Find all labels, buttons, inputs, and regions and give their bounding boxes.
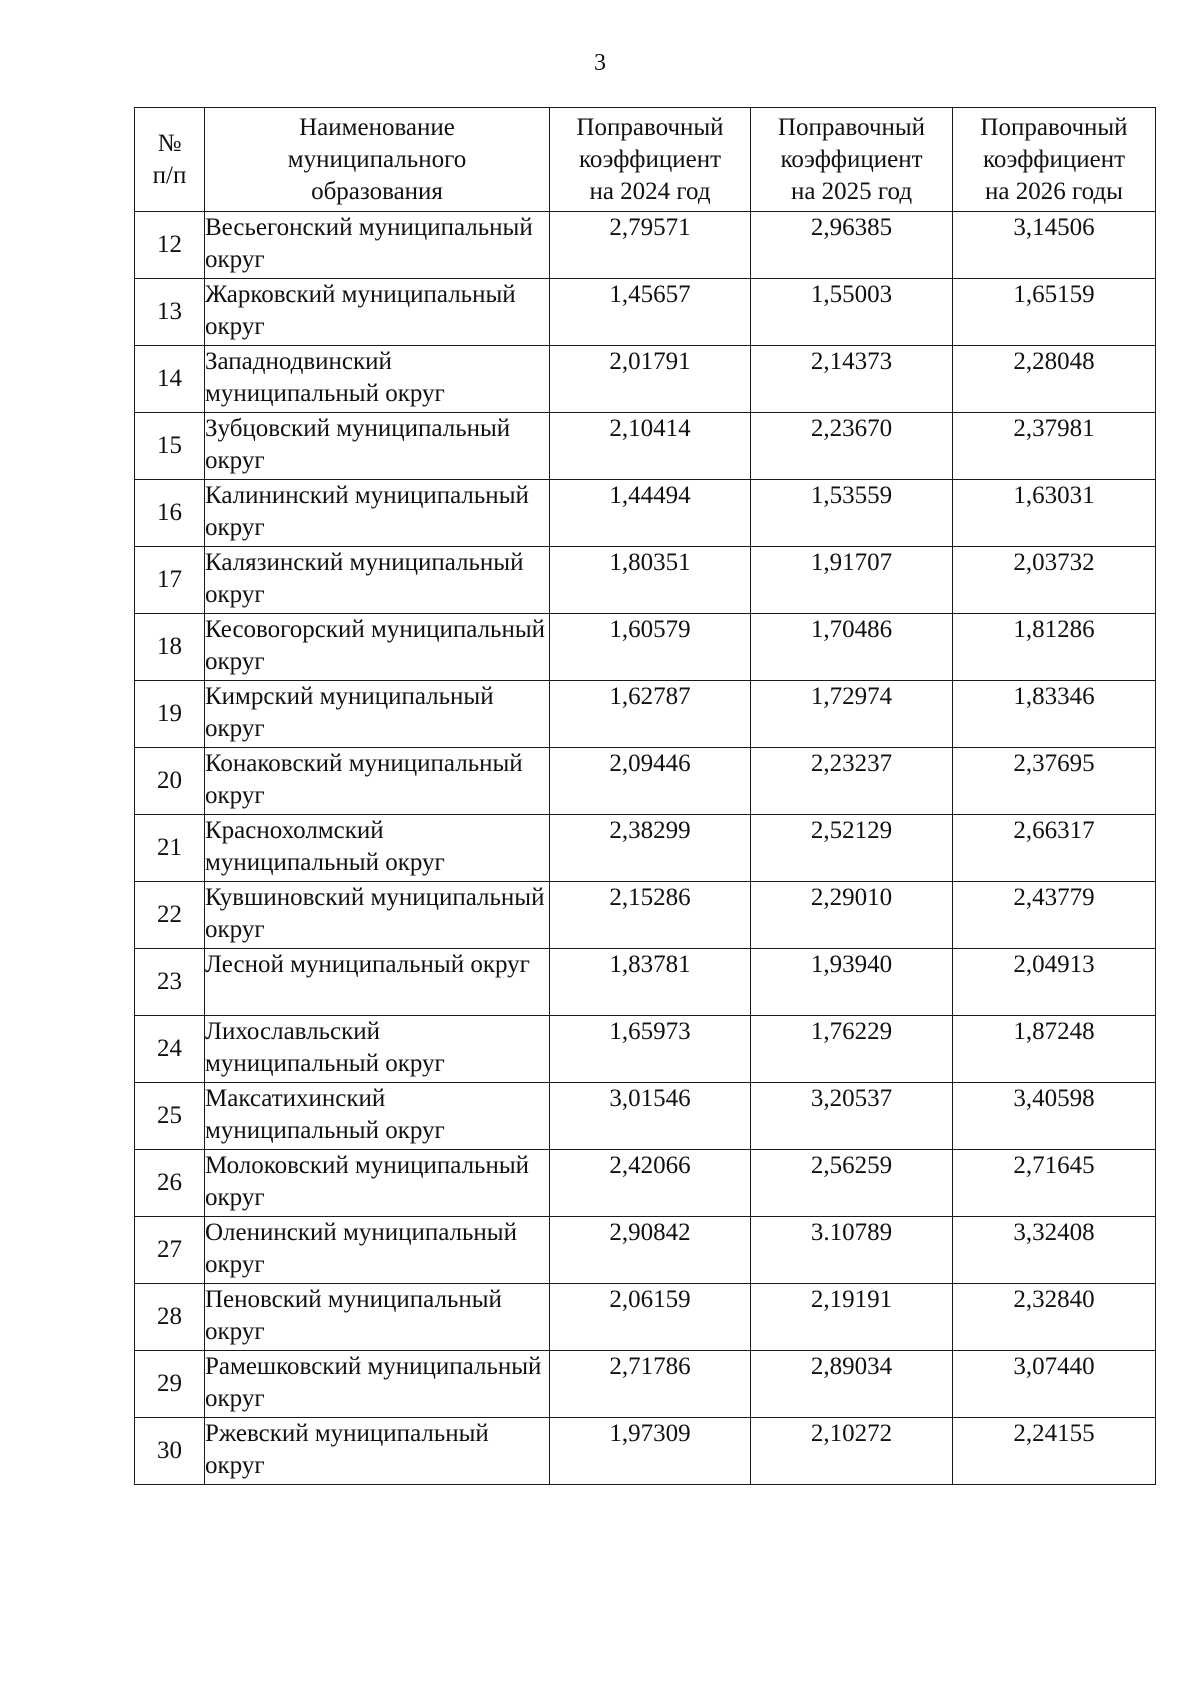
header-row [135,108,1156,212]
coefficient-2026-cell: 2,66317 [953,815,1156,882]
municipality-name-cell: Молоковский муниципальный округ [205,1150,550,1217]
header-name [205,108,550,212]
coefficient-2024-cell: 1,83781 [550,949,751,1016]
coefficient-2025-cell: 2,96385 [751,212,953,279]
table-row [135,1217,1156,1284]
coefficient-2024-cell: 2,71786 [550,1351,751,1418]
header-2026-line: коэффициент [982,145,1126,173]
coefficient-2026-cell: 2,24155 [953,1418,1156,1485]
coefficient-2026-cell: 1,81286 [953,614,1156,681]
table-row [135,279,1156,346]
coefficient-2025-cell: 1,91707 [751,547,953,614]
coefficient-2026-cell: 2,43779 [953,882,1156,949]
table-row [135,1016,1156,1083]
header-name-line: Наименование [299,113,455,141]
header-2025 [751,108,953,212]
coefficient-2025-cell: 3.10789 [751,1217,953,1284]
header-2025-line: на 2025 год [790,177,913,205]
coefficient-2024-cell: 2,06159 [550,1284,751,1351]
coefficient-2024-cell: 2,38299 [550,815,751,882]
coefficient-2024-cell: 1,65973 [550,1016,751,1083]
coefficient-2026-cell: 1,87248 [953,1016,1156,1083]
coefficient-2024-cell: 1,80351 [550,547,751,614]
row-number-cell: 28 [135,1284,205,1351]
page-number: 3 [594,50,606,76]
coefficient-2026-cell: 3,07440 [953,1351,1156,1418]
coefficient-2026-cell: 1,83346 [953,681,1156,748]
coefficient-2026-cell: 2,28048 [953,346,1156,413]
municipality-name-cell: Краснохолмский муниципальный округ [205,815,550,882]
row-number-cell: 12 [135,212,205,279]
coefficient-2026-cell: 2,04913 [953,949,1156,1016]
row-number-cell: 24 [135,1016,205,1083]
header-num [135,108,205,212]
table-row [135,1284,1156,1351]
coefficient-2025-cell: 1,53559 [751,480,953,547]
row-number-cell: 30 [135,1418,205,1485]
municipality-name-cell: Максатихинский муниципальный округ [205,1083,550,1150]
table-row [135,614,1156,681]
row-number-cell: 23 [135,949,205,1016]
municipality-name-cell: Ржевский муниципальный округ [205,1418,550,1485]
coefficient-2024-cell: 1,62787 [550,681,751,748]
table-row [135,413,1156,480]
header-2024-line: коэффициент [578,145,722,173]
row-number-cell: 15 [135,413,205,480]
municipality-name-cell: Весьегонский муниципальный округ [205,212,550,279]
header-2024-line: Поправочный [576,113,724,141]
coefficient-2026-cell: 1,65159 [953,279,1156,346]
table-row [135,480,1156,547]
coefficient-2026-cell: 2,03732 [953,547,1156,614]
table-row [135,949,1156,1016]
row-number-cell: 29 [135,1351,205,1418]
header-2024-line: на 2024 год [589,177,711,205]
municipality-name-cell: Рамешковский муниципальный округ [205,1351,550,1418]
coefficient-2024-cell: 1,60579 [550,614,751,681]
coefficient-2024-cell: 2,15286 [550,882,751,949]
row-number-cell: 27 [135,1217,205,1284]
coefficient-2026-cell: 2,32840 [953,1284,1156,1351]
coefficients-table [134,107,1156,1485]
coefficient-2026-cell: 2,37695 [953,748,1156,815]
coefficient-2026-cell: 2,71645 [953,1150,1156,1217]
header-2026-line: Поправочный [980,113,1128,141]
municipality-name-cell: Жарковский муниципальный округ [205,279,550,346]
table-row [135,346,1156,413]
coefficient-2024-cell: 2,09446 [550,748,751,815]
coefficient-2026-cell: 3,14506 [953,212,1156,279]
table-row [135,1150,1156,1217]
coefficient-2025-cell: 1,93940 [751,949,953,1016]
header-2025-line: коэффициент [780,145,923,173]
coefficient-2025-cell: 2,89034 [751,1351,953,1418]
coefficient-2024-cell: 2,10414 [550,413,751,480]
coefficient-2025-cell: 2,14373 [751,346,953,413]
coefficient-2024-cell: 2,79571 [550,212,751,279]
coefficient-2025-cell: 3,20537 [751,1083,953,1150]
row-number-cell: 14 [135,346,205,413]
header-num-line: п/п [152,161,187,189]
coefficient-2024-cell: 1,44494 [550,480,751,547]
table-body [135,212,1156,1485]
municipality-name-cell: Кесовогорский муниципальный округ [205,614,550,681]
municipality-name-cell: Калининский муниципальный округ [205,480,550,547]
coefficient-2025-cell: 1,76229 [751,1016,953,1083]
row-number-cell: 22 [135,882,205,949]
coefficient-2025-cell: 1,70486 [751,614,953,681]
table-row [135,1083,1156,1150]
municipality-name-cell: Лихославльский муниципальный округ [205,1016,550,1083]
table-row [135,547,1156,614]
municipality-name-cell: Пеновский муниципальный округ [205,1284,550,1351]
municipality-name-cell: Калязинский муниципальный округ [205,547,550,614]
coefficient-2025-cell: 2,23670 [751,413,953,480]
row-number-cell: 21 [135,815,205,882]
municipality-name-cell: Зубцовский муниципальный округ [205,413,550,480]
coefficient-2025-cell: 2,19191 [751,1284,953,1351]
coefficient-2024-cell: 1,97309 [550,1418,751,1485]
row-number-cell: 26 [135,1150,205,1217]
coefficient-2025-cell: 2,29010 [751,882,953,949]
table-row [135,748,1156,815]
row-number-cell: 13 [135,279,205,346]
row-number-cell: 16 [135,480,205,547]
coefficient-2025-cell: 2,10272 [751,1418,953,1485]
header-2026 [953,108,1156,212]
table-row [135,1418,1156,1485]
row-number-cell: 20 [135,748,205,815]
row-number-cell: 25 [135,1083,205,1150]
municipality-name-cell: Западнодвинский муниципальный округ [205,346,550,413]
coefficient-2026-cell: 2,37981 [953,413,1156,480]
header-2026-line: на 2026 годы [985,177,1123,205]
header-2024 [550,108,751,212]
coefficient-2025-cell: 1,55003 [751,279,953,346]
coefficient-2026-cell: 1,63031 [953,480,1156,547]
table-row [135,212,1156,279]
header-2025-line: Поправочный [777,113,926,141]
coefficient-2024-cell: 2,42066 [550,1150,751,1217]
coefficient-2026-cell: 3,32408 [953,1217,1156,1284]
municipality-name-cell: Лесной муниципальный округ [205,949,550,1016]
header-num-line: № [157,129,182,157]
table-row [135,882,1156,949]
header-name-line: муниципального [287,145,467,173]
coefficient-2024-cell: 1,45657 [550,279,751,346]
coefficient-2025-cell: 2,56259 [751,1150,953,1217]
coefficient-2025-cell: 1,72974 [751,681,953,748]
coefficient-2024-cell: 2,01791 [550,346,751,413]
row-number-cell: 18 [135,614,205,681]
coefficient-2024-cell: 2,90842 [550,1217,751,1284]
coefficient-2025-cell: 2,23237 [751,748,953,815]
municipality-name-cell: Кувшиновский муниципальный округ [205,882,550,949]
municipality-name-cell: Кимрский муниципальный округ [205,681,550,748]
coefficient-2024-cell: 3,01546 [550,1083,751,1150]
coefficient-2025-cell: 2,52129 [751,815,953,882]
coefficient-2026-cell: 3,40598 [953,1083,1156,1150]
table-header [135,108,1156,212]
municipality-name-cell: Оленинский муниципальный округ [205,1217,550,1284]
table-row [135,681,1156,748]
municipality-name-cell: Конаковский муниципальный округ [205,748,550,815]
row-number-cell: 17 [135,547,205,614]
header-name-line: образования [311,177,443,205]
table-row [135,815,1156,882]
table-row [135,1351,1156,1418]
row-number-cell: 19 [135,681,205,748]
